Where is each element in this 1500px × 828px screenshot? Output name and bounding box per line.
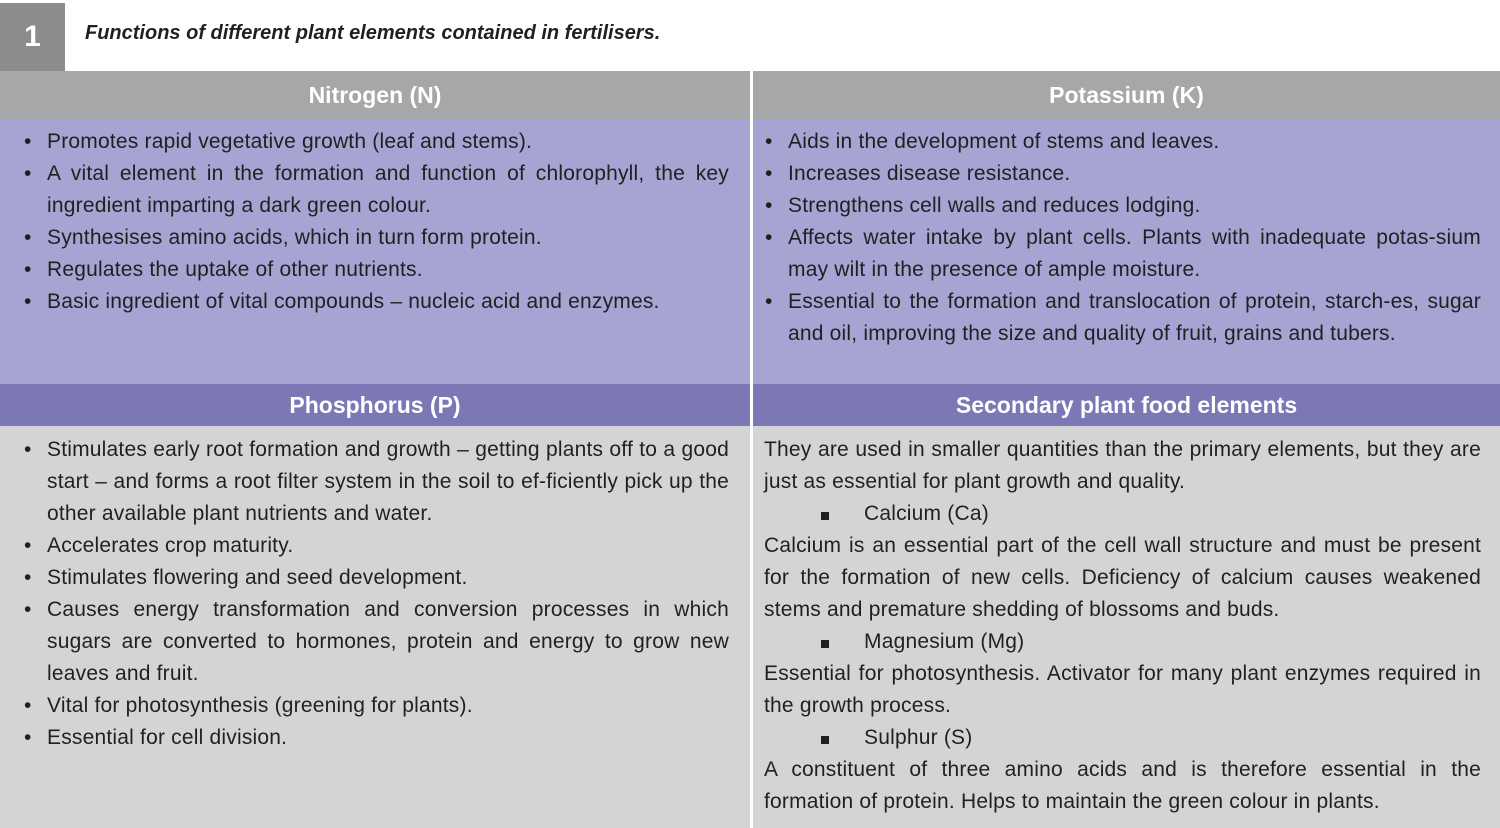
secondary-heading: Secondary plant food elements [753, 384, 1500, 426]
figure-number: 1 [0, 3, 65, 71]
list-item: • Essential for cell division. [12, 722, 729, 754]
list-item: • Essential to the formation and translocation of protein, starch-es, sugar and oil, improving the size and quality of fruit, grains and tubers. [753, 286, 1481, 350]
list-item: • Increases disease resistance. [753, 158, 1481, 190]
sulphur-text: A constituent of three amino acids and is therefore essential in the formation of protein. Helps to maintain the green colour in plants. [764, 758, 1481, 813]
list-item: • Accelerates crop maturity. [12, 530, 729, 562]
list-item: • Causes energy transformation and conversion processes in which sugars are converted to hormones, protein and energy to grow new leaves and fruit. [12, 594, 729, 690]
list-item: • Aids in the development of stems and leaves. [753, 126, 1481, 158]
list-item: • Regulates the uptake of other nutrients. [12, 254, 729, 286]
list-item: • Strengthens cell walls and reduces lodging. [753, 190, 1481, 222]
nitrogen-cell [0, 119, 750, 384]
potassium-heading: Potassium (K) [753, 71, 1500, 119]
magnesium-label: Magnesium (Mg) [764, 626, 1481, 658]
secondary-intro: They are used in smaller quantities than the primary elements, but they are just as essential for plant growth and quality. [764, 438, 1481, 493]
phosphorus-heading: Phosphorus (P) [0, 384, 750, 426]
phosphorus-cell [0, 426, 750, 828]
nitrogen-list [12, 126, 729, 318]
list-item: • Basic ingredient of vital compounds – nucleic acid and enzymes. [12, 286, 729, 318]
magnesium-text: Essential for photosynthesis. Activator for many plant enzymes required in the growth process. [764, 662, 1481, 717]
column-divider [750, 71, 753, 828]
list-item: • Affects water intake by plant cells. Plants with inadequate potas-sium may wilt in the presence of ample moisture. [753, 222, 1481, 286]
potassium-list [753, 126, 1481, 350]
list-item: • Synthesises amino acids, which in turn form protein. [12, 222, 729, 254]
list-item: • A vital element in the formation and function of chlorophyll, the key ingredient imparting a dark green colour. [12, 158, 729, 222]
sulphur-label: Sulphur (S) [764, 722, 1481, 754]
calcium-text: Calcium is an essential part of the cell wall structure and must be present for the formation of new cells. Deficiency of calcium causes weakened stems and premature shedding of blossoms and buds. [764, 534, 1481, 621]
potassium-cell [753, 119, 1500, 384]
figure-header [0, 0, 1500, 71]
figure-caption: Functions of different plant elements contained in fertilisers. [85, 22, 661, 44]
list-item: • Stimulates early root formation and growth – getting plants off to a good start – and forms a root filter system in the soil to ef-ficiently pick up the other available plant nutrients and water. [12, 434, 729, 530]
secondary-cell [753, 426, 1500, 828]
list-item: • Promotes rapid vegetative growth (leaf and stems). [12, 126, 729, 158]
calcium-label: Calcium (Ca) [764, 498, 1481, 530]
elements-table [0, 71, 1500, 828]
phosphorus-list [12, 434, 729, 754]
list-item: • Vital for photosynthesis (greening for plants). [12, 690, 729, 722]
list-item: • Stimulates flowering and seed development. [12, 562, 729, 594]
nitrogen-heading: Nitrogen (N) [0, 71, 750, 119]
